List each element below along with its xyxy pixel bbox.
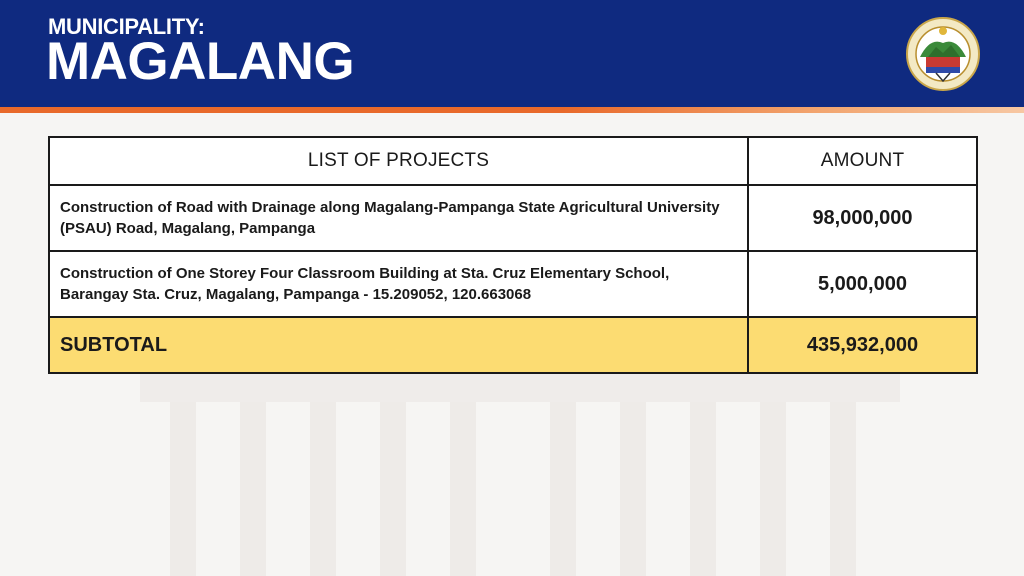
project-name: Construction of Road with Drainage along Magalang-Pampanga State Agricultural University (PSAU) Road, Magalang, Pampanga [49,185,748,251]
header-banner [0,0,1024,107]
building-column [450,402,476,576]
building-column [310,402,336,576]
project-amount: 5,000,000 [748,251,977,317]
table-header-row [49,137,977,185]
municipality-name: MAGALANG [46,32,355,91]
subtotal-row [49,317,977,373]
projects-table-container [48,136,978,374]
building-column [240,402,266,576]
municipality-label: MUNICIPALITY: [48,14,205,39]
table-row [49,185,977,251]
column-header-amount: AMOUNT [748,137,977,185]
building-column [830,402,856,576]
projects-table [48,136,978,374]
municipal-seal-icon [906,17,980,91]
building-column [380,402,406,576]
building-column [760,402,786,576]
building-column [550,402,576,576]
subtotal-label: SUBTOTAL [49,317,748,373]
table-row [49,251,977,317]
column-header-projects: LIST OF PROJECTS [49,137,748,185]
building-column [690,402,716,576]
building-column [170,402,196,576]
building-column [620,402,646,576]
project-name: Construction of One Storey Four Classroom Building at Sta. Cruz Elementary School, Barangay Sta. Cruz, Magalang, Pampanga - 15.209052, 120.663068 [49,251,748,317]
project-amount: 98,000,000 [748,185,977,251]
header-accent-stripe [0,107,1024,113]
subtotal-amount: 435,932,000 [748,317,977,373]
